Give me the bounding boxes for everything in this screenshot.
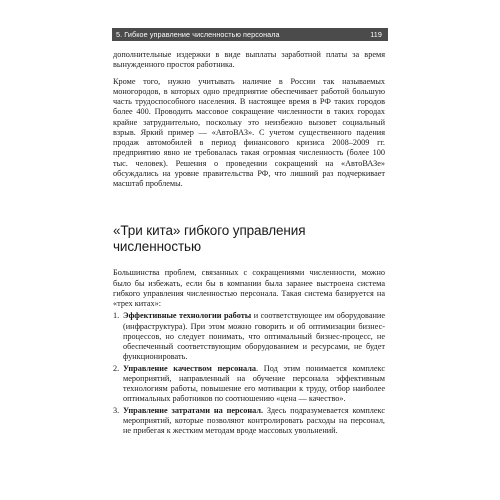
- list-item-term: Управление затратами на персонал.: [123, 405, 264, 415]
- page-number: 119: [370, 30, 382, 39]
- list-item-number: 1.: [113, 311, 120, 321]
- section-title: «Три кита» гибкого управления численностью: [113, 223, 306, 254]
- running-header: [112, 28, 388, 41]
- list-item-number: 2.: [113, 363, 120, 373]
- list-item-text: и соответствующее им оборудование (инфраструктура). При этом можно говорить и об оптимизации бизнес-процессов, но следует понимать, что оптимальный бизнес-процесс, не обеспеченный соответствующим оборудованием и ресурсами, не будет функционировать.: [123, 311, 385, 362]
- paragraph-monotowns: Кроме того, нужно учитывать наличие в России так называемых моногородов, в которых одно предприятие обеспечивает работой большую часть трудоспособного населения. В настоящее время в РФ таких городов более 400. Проводить массовое сокращение численности в таких городах крайне затруднительно, поскольку это неизбежно вызовет социальный взрыв. Яркий пример — «АвтоВАЗ». С учетом существенного падения продаж автомобилей в период финансового кризиса 2008–2009 гг. предприятию явно не требовалась такая огромная численность (более 100 тыс. человек). Решения о проведении сокращений на «АвтоВАЗе» обсуждались на уровне правительства РФ, что лишний раз подчеркивает масштаб проблемы.: [113, 76, 385, 188]
- list-item-number: 3.: [113, 405, 120, 415]
- list-item: [113, 311, 385, 362]
- list-item-term: Управление качеством персонала: [123, 363, 257, 373]
- paragraph-continuation: дополнительные издержки в виде выплаты заработной платы за время вынужденного простоя работника.: [113, 50, 385, 70]
- list-item-term: Эффективные технологии работы: [123, 311, 252, 321]
- page-body: [113, 50, 385, 437]
- list-item: [113, 364, 385, 405]
- list-item-text: Здесь подразумевается комплекс мероприятий, которые позволяют контролировать расходы на персонал, не прибегая к жестким методам вроде массовых увольнений.: [123, 405, 385, 435]
- list-item-text: . Под этим понимается комплекс мероприятий, направленный на обучение персонала эффективным технологиям работы, повышение его мотивации к труду, отбор наиболее оптимальных работников по соотношению «цена — качество».: [123, 363, 386, 404]
- chapter-title: 5. Гибкое управление численностью персонала: [116, 30, 280, 39]
- list-item: [113, 406, 385, 437]
- three-pillars-list: [113, 311, 385, 436]
- paragraph-intro: Большинства проблем, связанных с сокращениями численности, можно было бы избежать, если бы в компании была заранее выстроена система гибкого управления численностью персонала. Такая система базируется на «трех китах»:: [113, 268, 385, 308]
